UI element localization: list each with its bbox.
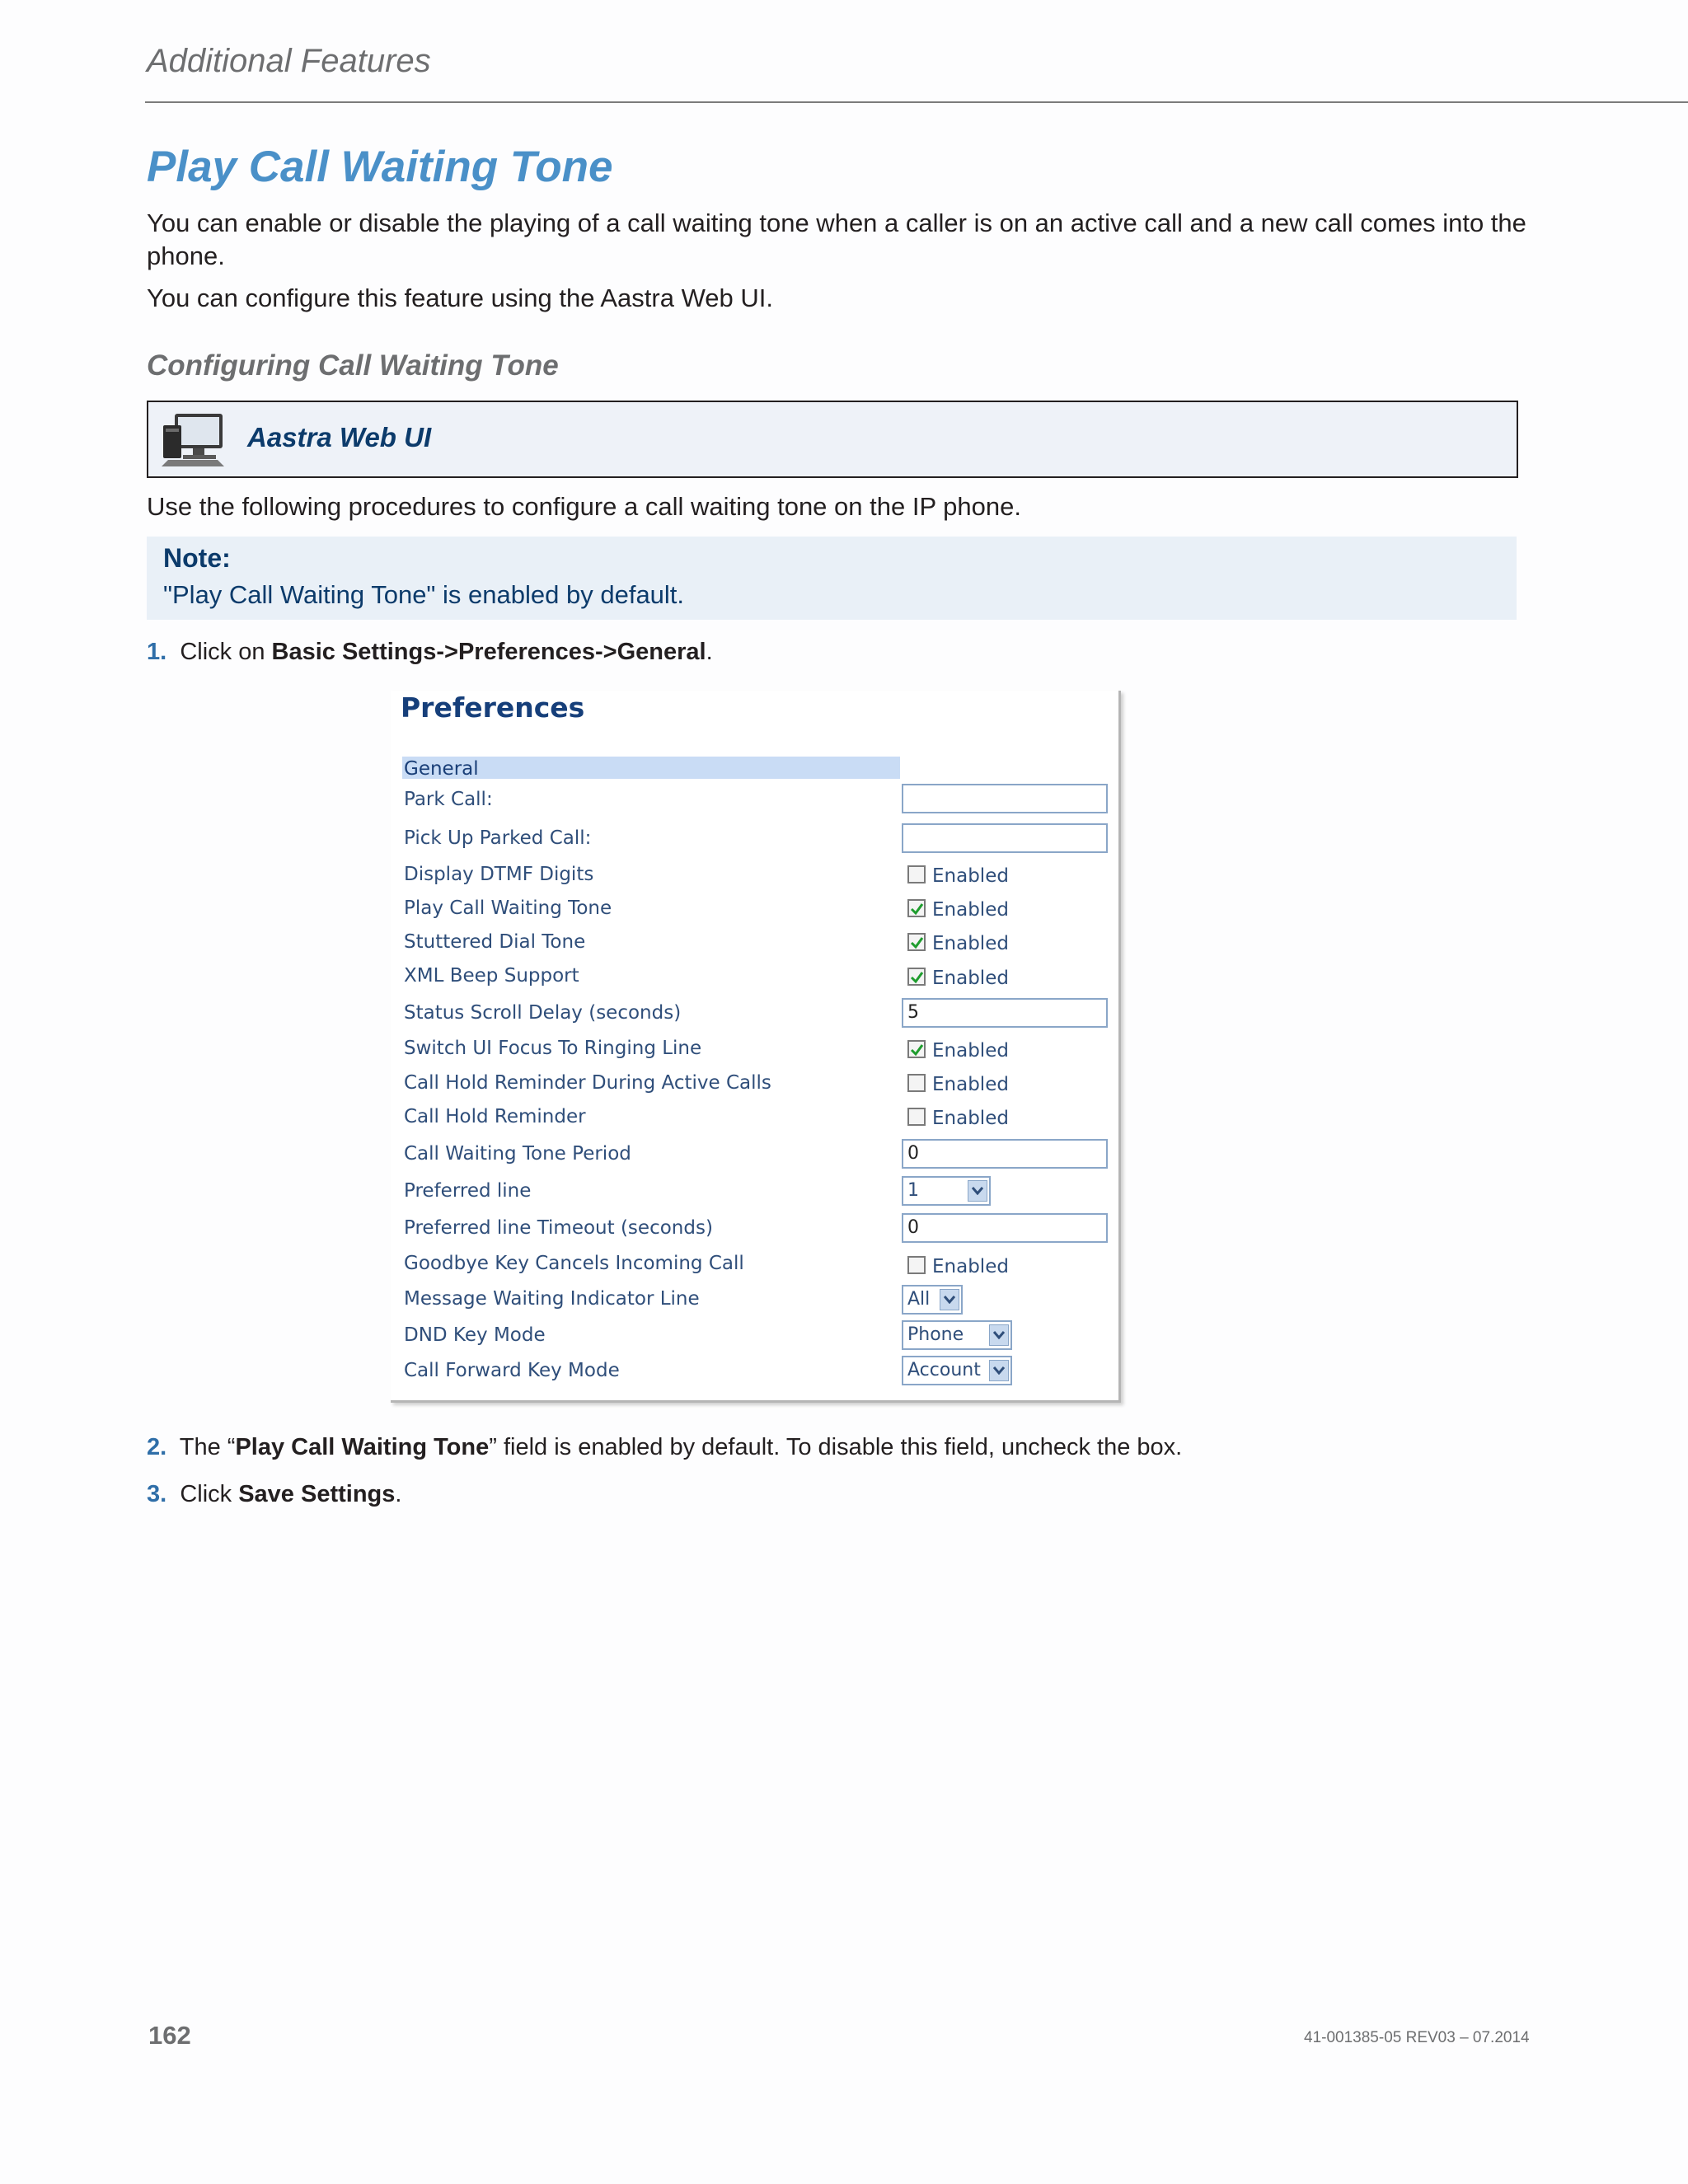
display-dtmf-digits-label: Display DTMF Digits xyxy=(404,864,594,885)
checkmark-icon xyxy=(910,902,924,916)
xml-beep-support-checkbox[interactable] xyxy=(907,968,926,986)
preferred-line-timeout-input[interactable]: 0 xyxy=(902,1213,1108,1243)
header-divider xyxy=(145,101,1688,103)
step-text: Click xyxy=(180,1481,239,1507)
preferences-panel xyxy=(391,691,1121,1403)
page-number: 162 xyxy=(148,2021,191,2050)
general-section-label: General xyxy=(404,758,479,780)
goodbye-key-cancels-checkbox[interactable] xyxy=(907,1256,926,1274)
display-dtmf-digits-checkbox[interactable] xyxy=(907,865,926,883)
chevron-down-icon[interactable] xyxy=(989,1360,1009,1381)
mwi-line-select[interactable] xyxy=(902,1285,963,1315)
call-forward-key-mode-label: Call Forward Key Mode xyxy=(404,1360,620,1381)
stuttered-dial-tone-label: Stuttered Dial Tone xyxy=(404,931,586,953)
switch-ui-focus-enabled-label: Enabled xyxy=(932,1040,1009,1062)
preferred-line-value: 1 xyxy=(907,1180,919,1201)
note-text: "Play Call Waiting Tone" is enabled by default. xyxy=(163,580,685,609)
step-text-end: . xyxy=(706,639,713,665)
section-title: Play Call Waiting Tone xyxy=(147,143,613,191)
intro-paragraph-2: You can configure this feature using the Aastra Web UI. xyxy=(147,284,773,312)
call-hold-reminder-enabled-label: Enabled xyxy=(932,1108,1009,1129)
park-call-input[interactable] xyxy=(902,784,1108,813)
preferred-line-select[interactable] xyxy=(902,1176,991,1206)
call-hold-reminder-active-label: Call Hold Reminder During Active Calls xyxy=(404,1072,771,1094)
step-number: 2. xyxy=(147,1434,167,1460)
step-text-end: ” field is enabled by default. To disable this field, uncheck the box. xyxy=(489,1434,1183,1460)
web-ui-callout xyxy=(147,401,1518,478)
web-ui-label: Aastra Web UI xyxy=(247,422,432,452)
step-field-name: Play Call Waiting Tone xyxy=(235,1434,490,1460)
document-id: 41-001385-05 REV03 – 07.2014 xyxy=(1304,2029,1530,2046)
step-1 xyxy=(147,639,713,666)
dnd-key-mode-label: DND Key Mode xyxy=(404,1324,546,1346)
park-call-label: Park Call: xyxy=(404,789,493,810)
pick-up-parked-call-input[interactable] xyxy=(902,823,1108,853)
call-hold-reminder-active-enabled-label: Enabled xyxy=(932,1074,1009,1095)
mwi-line-label: Message Waiting Indicator Line xyxy=(404,1288,700,1310)
preferences-title: Preferences xyxy=(401,691,585,724)
chevron-down-icon[interactable] xyxy=(989,1324,1009,1346)
step-text: The “ xyxy=(179,1434,236,1460)
call-waiting-tone-period-input[interactable]: 0 xyxy=(902,1139,1108,1169)
play-call-waiting-tone-checkbox[interactable] xyxy=(907,899,926,917)
subheading: Configuring Call Waiting Tone xyxy=(147,349,559,382)
call-hold-reminder-active-checkbox[interactable] xyxy=(907,1074,926,1092)
xml-beep-support-enabled-label: Enabled xyxy=(932,968,1009,989)
checkmark-icon xyxy=(910,970,924,984)
step-number: 3. xyxy=(147,1481,167,1507)
play-call-waiting-tone-enabled-label: Enabled xyxy=(932,899,1009,921)
stuttered-dial-tone-enabled-label: Enabled xyxy=(932,933,1009,954)
step-text-end: . xyxy=(395,1481,402,1507)
preferred-line-label: Preferred line xyxy=(404,1180,532,1202)
note-title: Note: xyxy=(163,543,231,573)
step-text: Click on xyxy=(180,639,272,665)
display-dtmf-digits-enabled-label: Enabled xyxy=(932,865,1009,887)
step-3 xyxy=(147,1481,401,1508)
step-number: 1. xyxy=(147,639,167,665)
status-scroll-delay-input[interactable]: 5 xyxy=(902,998,1108,1028)
checkmark-icon xyxy=(910,1043,924,1057)
step-2 xyxy=(147,1434,1182,1461)
call-hold-reminder-checkbox[interactable] xyxy=(907,1108,926,1126)
dnd-key-mode-select[interactable] xyxy=(902,1320,1012,1350)
checkmark-icon xyxy=(910,935,924,949)
xml-beep-support-label: XML Beep Support xyxy=(404,965,579,987)
pick-up-parked-call-label: Pick Up Parked Call: xyxy=(404,827,592,849)
mwi-line-value: All xyxy=(907,1289,931,1310)
chevron-down-icon[interactable] xyxy=(940,1289,959,1310)
intro-paragraph-1: You can enable or disable the playing of a call waiting tone when a caller is on an active call and a new call comes into the phone. xyxy=(147,209,1526,270)
switch-ui-focus-label: Switch UI Focus To Ringing Line xyxy=(404,1038,702,1059)
step-button-name: Save Settings xyxy=(238,1481,396,1507)
goodbye-key-cancels-enabled-label: Enabled xyxy=(932,1256,1009,1277)
running-header: Additional Features xyxy=(147,43,431,79)
call-forward-key-mode-value: Account xyxy=(907,1360,981,1380)
goodbye-key-cancels-label: Goodbye Key Cancels Incoming Call xyxy=(404,1253,744,1274)
stuttered-dial-tone-checkbox[interactable] xyxy=(907,933,926,951)
note-box xyxy=(147,537,1517,620)
procedure-intro: Use the following procedures to configure a call waiting tone on the IP phone. xyxy=(147,492,1021,521)
preferred-line-timeout-label: Preferred line Timeout (seconds) xyxy=(404,1217,713,1239)
call-waiting-tone-period-label: Call Waiting Tone Period xyxy=(404,1143,631,1165)
computer-monitor-icon xyxy=(160,410,226,468)
status-scroll-delay-label: Status Scroll Delay (seconds) xyxy=(404,1002,682,1024)
call-hold-reminder-label: Call Hold Reminder xyxy=(404,1106,586,1127)
play-call-waiting-tone-label: Play Call Waiting Tone xyxy=(404,898,612,919)
step-menu-path: Basic Settings->Preferences->General xyxy=(271,639,706,665)
chevron-down-icon[interactable] xyxy=(968,1180,987,1202)
call-forward-key-mode-select[interactable] xyxy=(902,1356,1012,1385)
dnd-key-mode-value: Phone xyxy=(907,1324,964,1345)
switch-ui-focus-checkbox[interactable] xyxy=(907,1040,926,1058)
